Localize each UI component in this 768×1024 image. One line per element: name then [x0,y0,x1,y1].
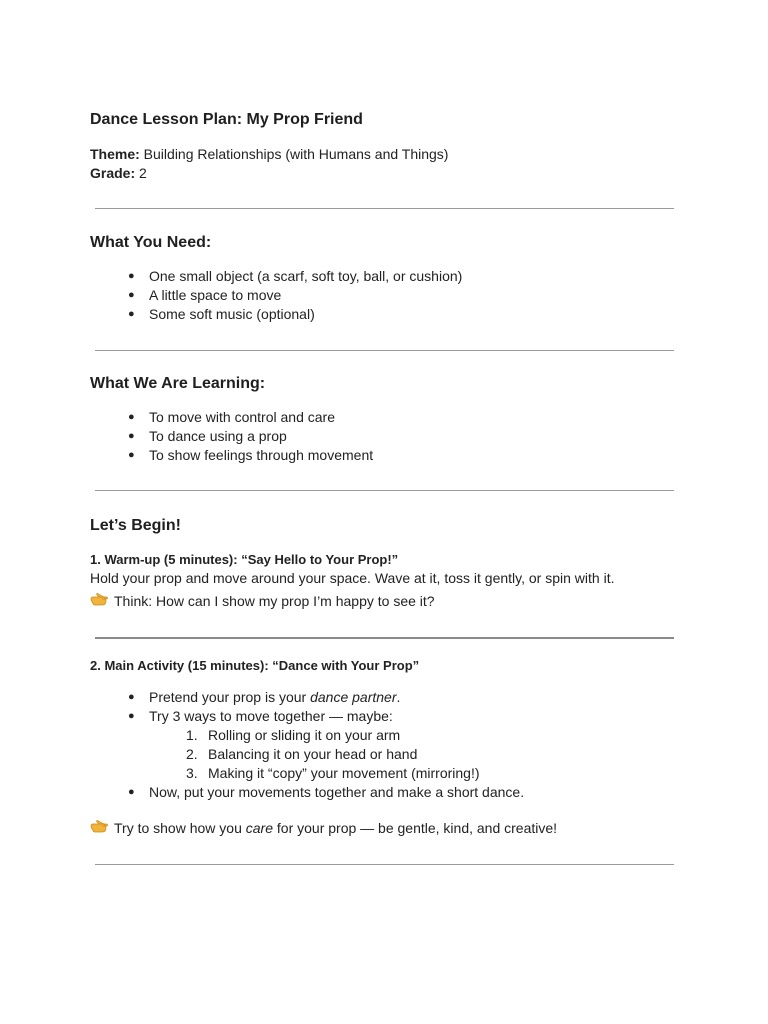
need-list [90,267,462,324]
grade-label: Grade: [90,165,136,181]
pointing-hand-icon [90,820,108,840]
need-heading: What You Need: [90,234,212,251]
bullet-icon: ● [128,430,135,442]
list-item: ● Pretend your prop is your dance partner. [128,689,401,705]
list-item: ● Now, put your movements together and make a short dance. [128,784,525,800]
numbered-item: 1. Rolling or sliding it on your arm [186,727,401,743]
bullet-icon: ● [128,411,135,423]
page-title: Dance Lesson Plan: My Prop Friend [90,111,363,128]
main-list [90,688,524,802]
bullet-icon: ● [128,270,135,282]
grade-line [90,164,147,183]
bullet-icon: ● [128,308,135,320]
divider [95,864,674,865]
list-item: ● To dance using a prop [128,428,287,444]
divider [95,637,674,639]
divider [95,350,674,351]
warmup-think [90,592,435,613]
theme-label: Theme: [90,146,140,162]
bullet-icon: ● [128,710,135,722]
divider [95,208,674,209]
bullet-icon: ● [128,691,135,703]
warmup-title: 1. Warm-up (5 minutes): “Say Hello to Your Prop!” [90,552,399,567]
bullet-icon: ● [128,289,135,301]
pointing-hand-icon [90,593,108,613]
list-item: ● To show feelings through movement [128,447,374,463]
list-item: ● To move with control and care [128,409,335,425]
list-item: ● One small object (a scarf, soft toy, ball, or cushion) [128,268,463,284]
theme-line [90,145,448,164]
bullet-icon: ● [128,786,135,798]
list-item: ● Some soft music (optional) [128,306,315,322]
learning-list [90,408,373,465]
main-title: 2. Main Activity (15 minutes): “Dance with Your Prop” [90,658,420,673]
warmup-text: Hold your prop and move around your space. Wave at it, toss it gently, or spin with it. [90,570,615,586]
main-tip: Try to show how you care for your prop — be gentle, kind, and creative! [90,819,557,840]
list-item: ● A little space to move [128,287,282,303]
theme-value: Building Relationships (with Humans and Things) [139,146,449,162]
begin-heading: Let’s Begin! [90,517,181,534]
bullet-icon: ● [128,449,135,461]
grade-value: 2 [135,165,147,181]
numbered-item: 2. Balancing it on your head or hand [186,746,418,762]
numbered-item: 3. Making it “copy” your movement (mirroring!) [186,765,480,781]
learning-heading: What We Are Learning: [90,375,266,392]
warmup-think-text: Think: How can I show my prop I’m happy to see it? [114,593,435,609]
list-item: ● Try 3 ways to move together — maybe: [128,708,393,724]
divider [95,490,674,491]
